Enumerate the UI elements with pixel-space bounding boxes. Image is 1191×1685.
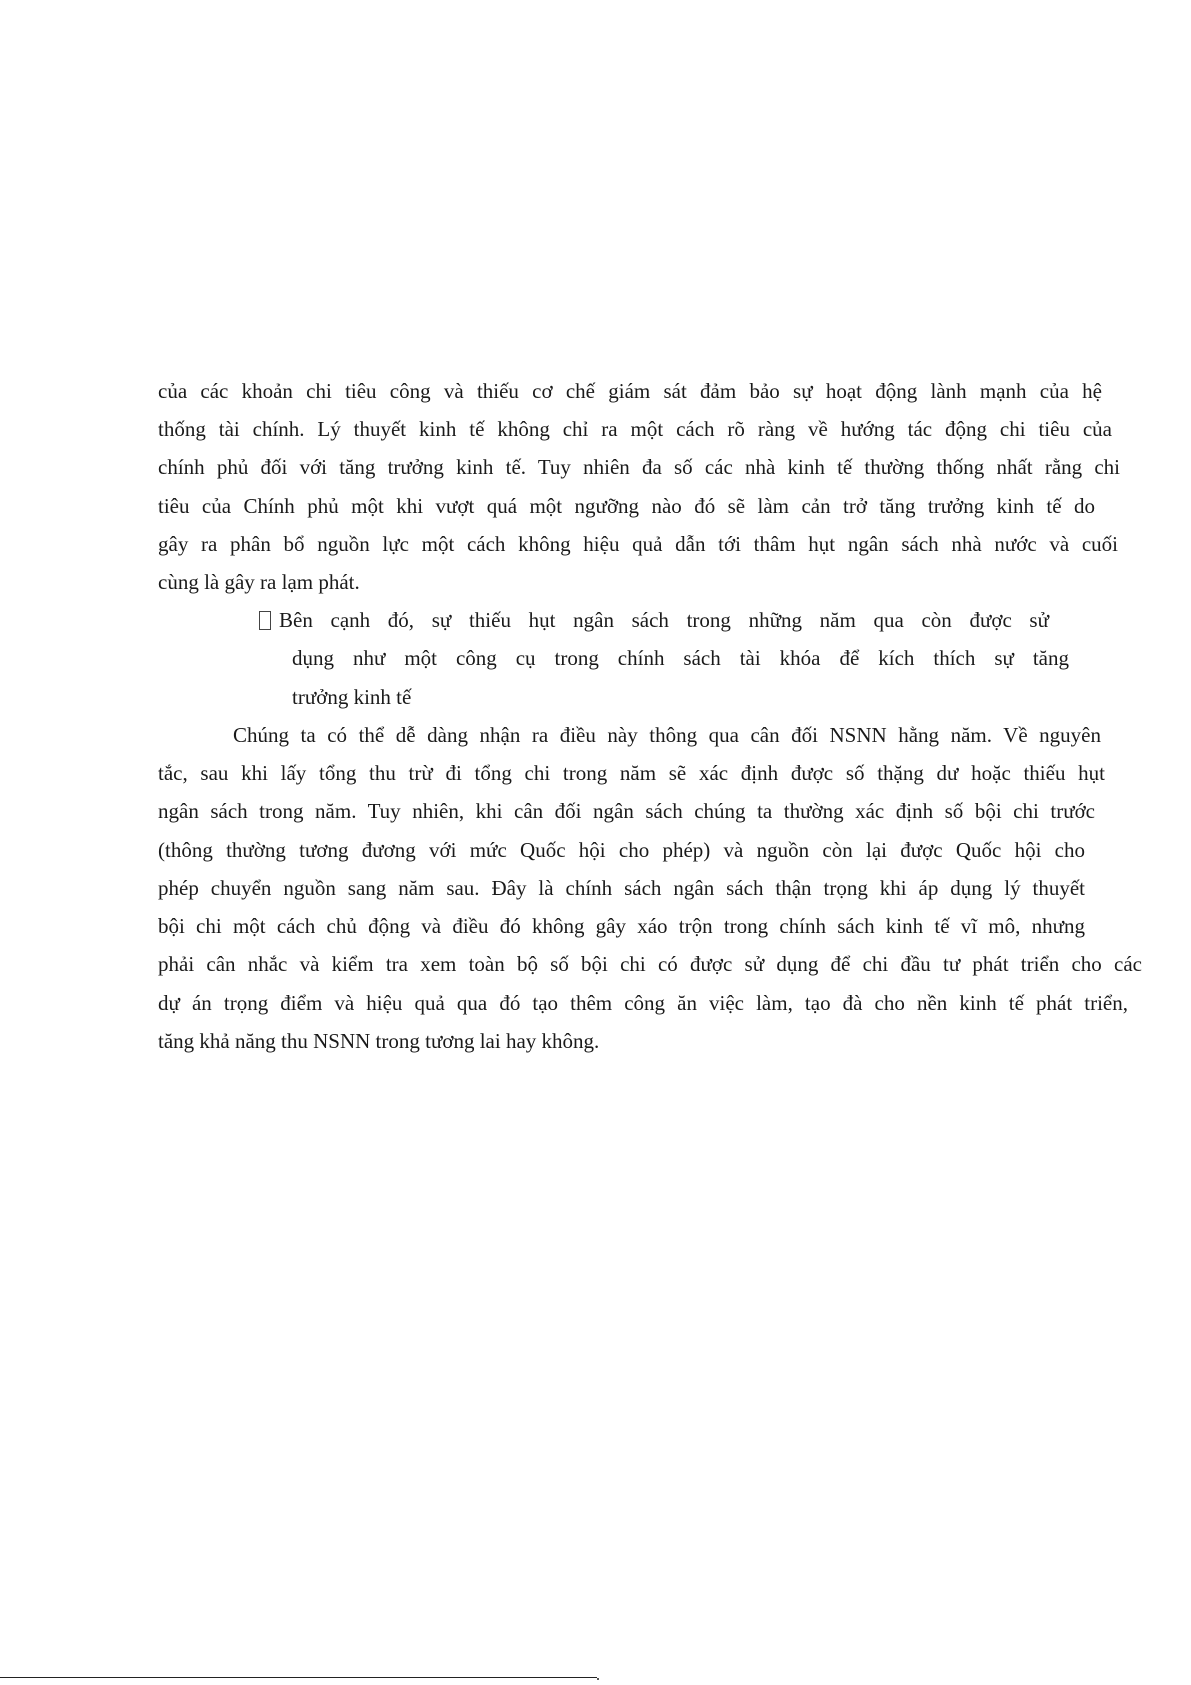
bullet-text: Bên cạnh đó, sự thiếu hụt ngân sách trong những năm qua còn được sử xyxy=(279,608,1049,632)
paragraph-line: chính phủ đối với tăng trưởng kinh tế. Tuy nhiên đa số các nhà kinh tế thường thống nhất rằng chi xyxy=(158,455,1120,479)
paragraph-line: phải cân nhắc và kiểm tra xem toàn bộ số bội chi có được sử dụng để chi đầu tư phát triển cho các xyxy=(158,952,1142,976)
paragraph-line: dự án trọng điểm và hiệu quả qua đó tạo thêm công ăn việc làm, tạo đà cho nền kinh tế phát triển, xyxy=(158,991,1128,1015)
bullet-line: trưởng kinh tế xyxy=(292,685,412,709)
footnote-separator xyxy=(0,1677,597,1678)
paragraph-line: của các khoản chi tiêu công và thiếu cơ chế giám sát đảm bảo sự hoạt động lành mạnh của hệ xyxy=(158,379,1102,403)
paragraph-line: gây ra phân bổ nguồn lực một cách không hiệu quả dẫn tới thâm hụt ngân sách nhà nước và cuối xyxy=(158,532,1118,556)
paragraph-line: phép chuyển nguồn sang năm sau. Đây là chính sách ngân sách thận trọng khi áp dụng lý thuyết xyxy=(158,876,1085,900)
paragraph-line: tiêu của Chính phủ một khi vượt quá một ngưỡng nào đó sẽ làm cản trở tăng trưởng kinh tế do xyxy=(158,494,1095,518)
bullet-line xyxy=(259,610,1049,631)
bullet-line: dụng như một công cụ trong chính sách tài khóa để kích thích sự tăng xyxy=(292,646,1069,670)
paragraph-line: (thông thường tương đương với mức Quốc hội cho phép) và nguồn còn lại được Quốc hội cho xyxy=(158,838,1085,862)
separator-dot xyxy=(597,1678,599,1680)
paragraph-line: tắc, sau khi lấy tổng thu trừ đi tổng chi trong năm sẽ xác định được số thặng dư hoặc thiếu hụt xyxy=(158,761,1105,785)
paragraph-line: thống tài chính. Lý thuyết kinh tế không chỉ ra một cách rõ ràng về hướng tác động chi tiêu của xyxy=(158,417,1112,441)
paragraph-line: Chúng ta có thể dễ dàng nhận ra điều này thông qua cân đối NSNN hằng năm. Về nguyên xyxy=(233,723,1101,747)
paragraph-line: bội chi một cách chủ động và điều đó không gây xáo trộn trong chính sách kinh tế vĩ mô, nhưng xyxy=(158,914,1085,938)
paragraph-line: ngân sách trong năm. Tuy nhiên, khi cân đối ngân sách chúng ta thường xác định số bội chi trước xyxy=(158,799,1095,823)
paragraph-line: cùng là gây ra lạm phát. xyxy=(158,570,360,594)
paragraph-line: tăng khả năng thu NSNN trong tương lai hay không. xyxy=(158,1029,600,1053)
square-bullet-icon xyxy=(259,611,271,630)
